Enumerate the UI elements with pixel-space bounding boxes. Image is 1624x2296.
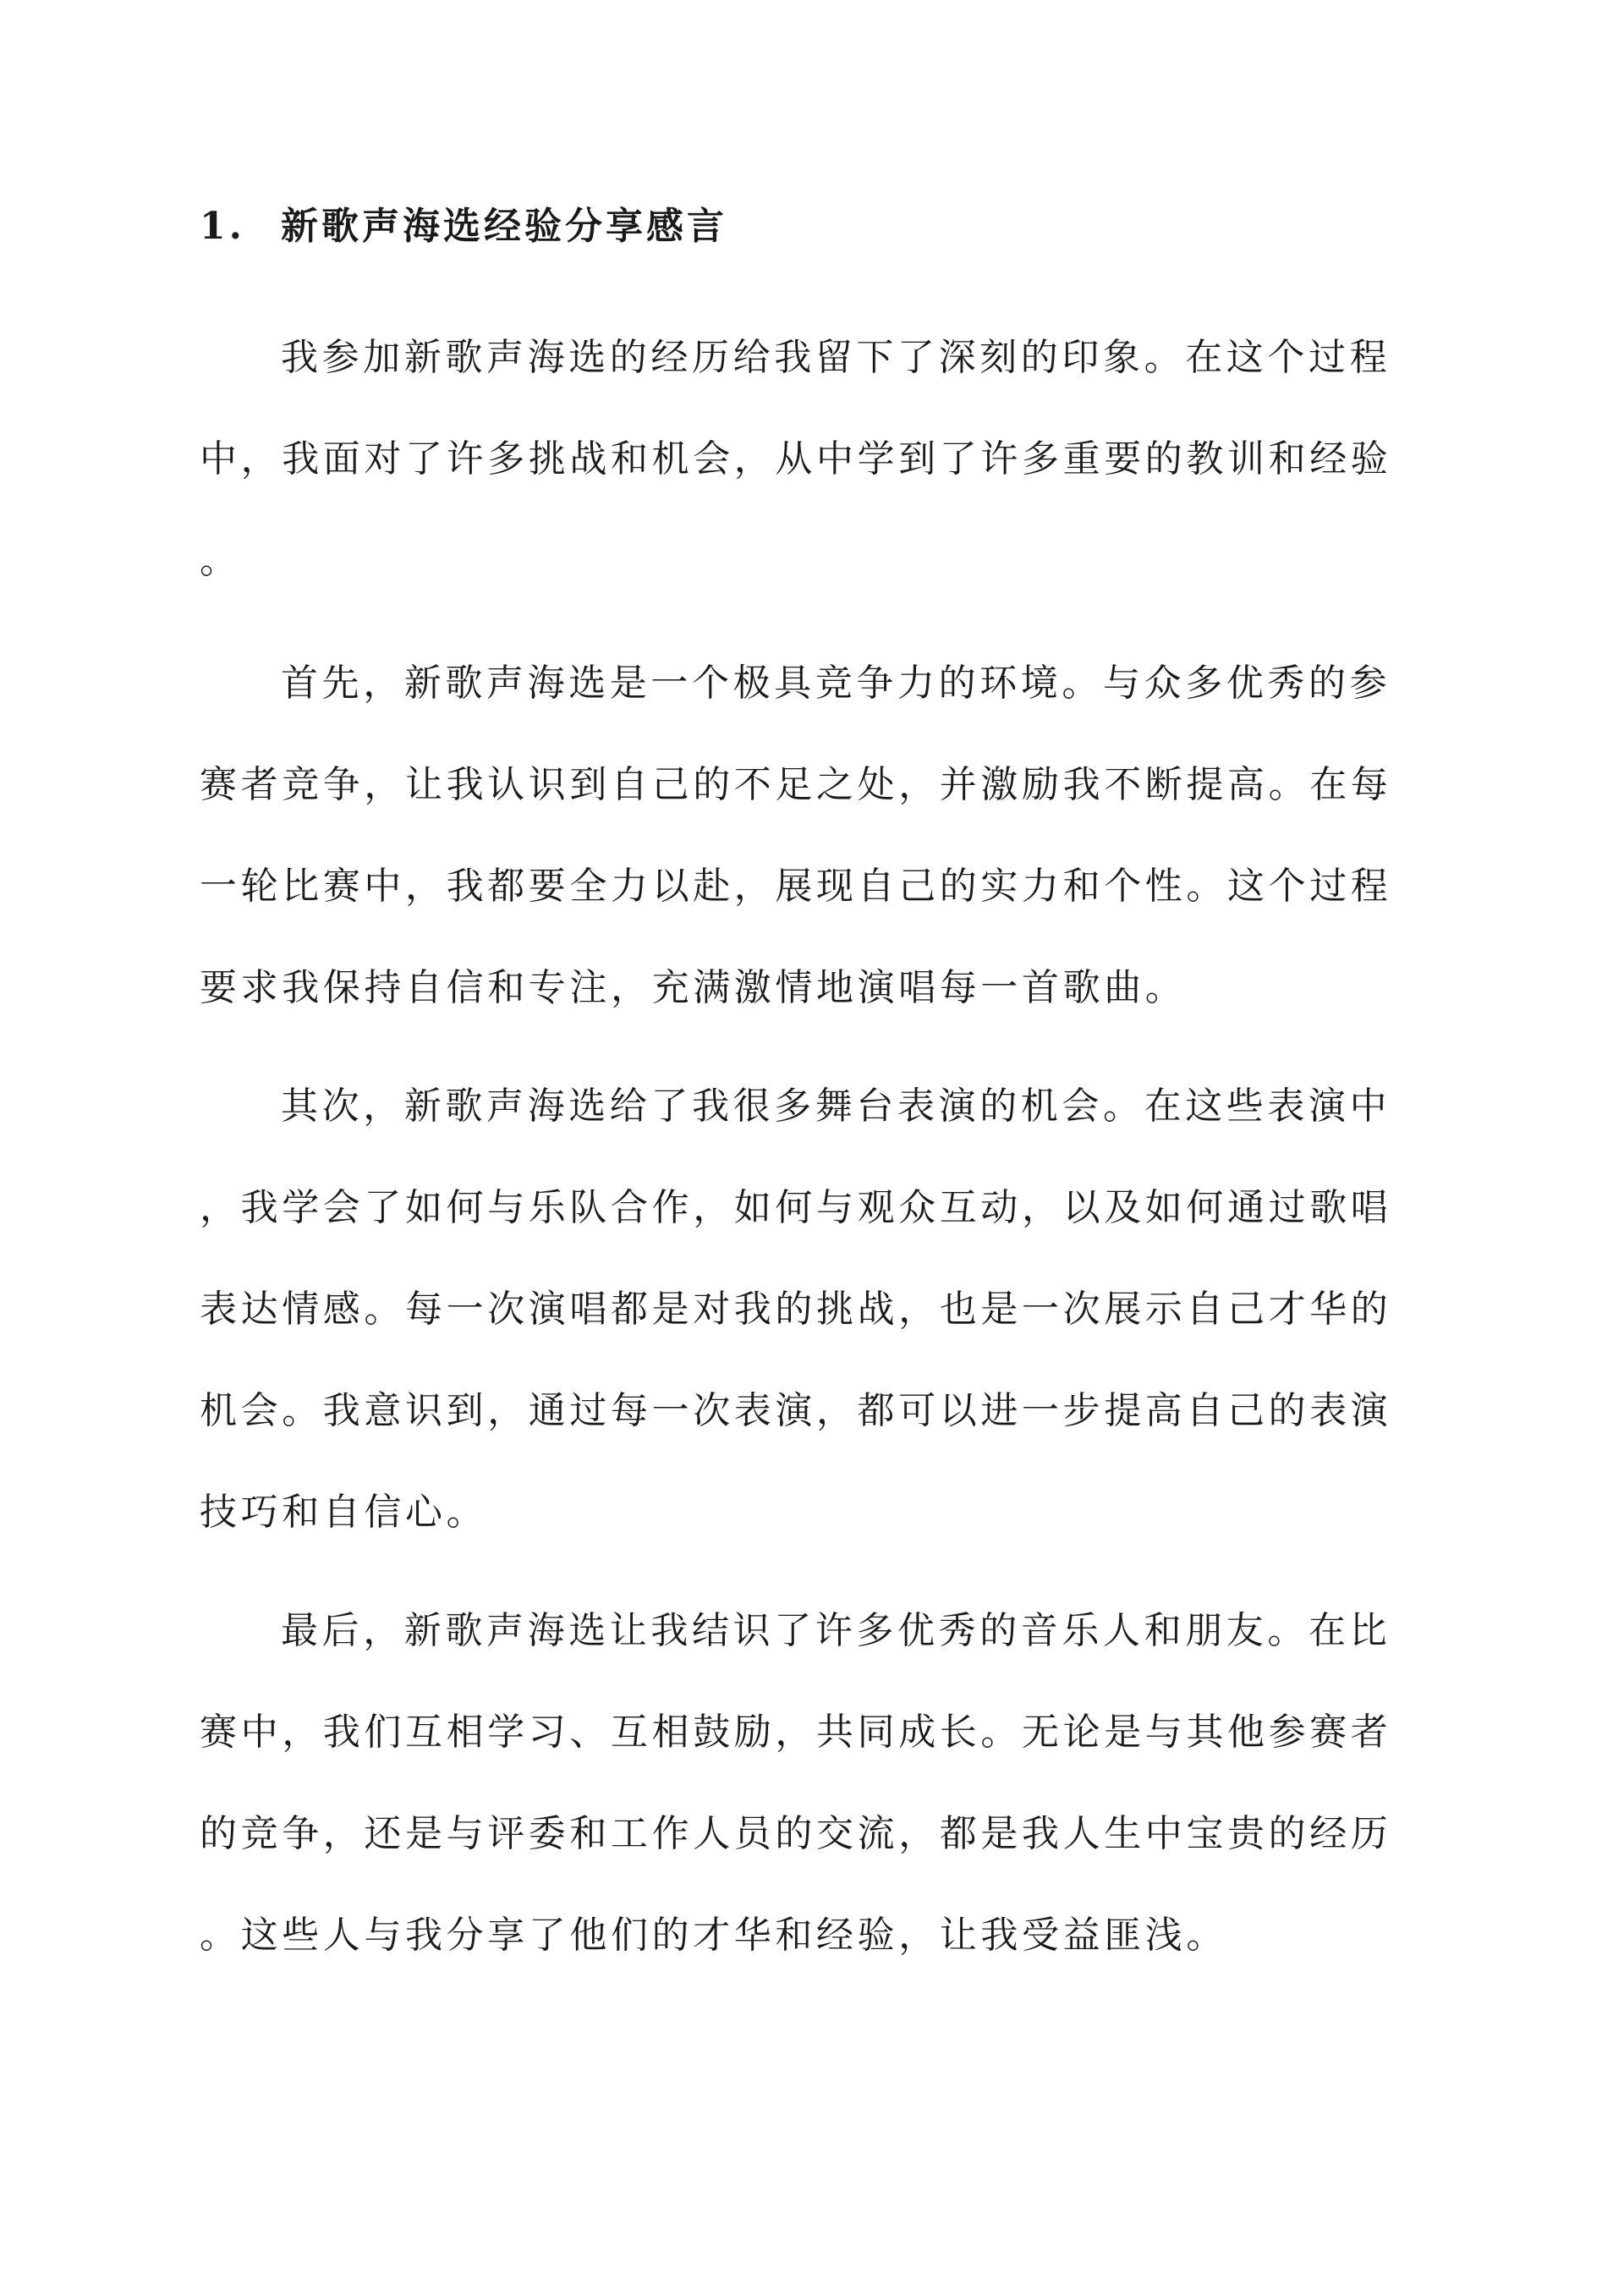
paragraph-2-line-4: 要求我保持自信和专注，充满激情地演唱每一首歌曲。 [200,966,1187,1009]
section-heading [200,193,727,261]
paragraph-1-line-1: 我参加新歌声海选的经历给我留下了深刻的印象。在这个过程 [281,336,1391,379]
paragraph-4-line-2: 赛中，我们互相学习、互相鼓励，共同成长。无论是与其他参赛者 [200,1711,1392,1754]
paragraph-2-line-1: 首先，新歌声海选是一个极具竞争力的环境。与众多优秀的参 [281,662,1391,705]
paragraph-2-line-2: 赛者竞争，让我认识到自己的不足之处，并激励我不断提高。在每 [200,763,1392,806]
paragraph-3-line-3: 表达情感。每一次演唱都是对我的挑战，也是一次展示自己才华的 [200,1288,1392,1331]
paragraph-1-line-3: 。 [200,539,241,582]
paragraph-3-line-5: 技巧和自信心。 [200,1491,488,1534]
paragraph-4-line-3: 的竞争，还是与评委和工作人员的交流，都是我人生中宝贵的经历 [200,1812,1392,1855]
paragraph-2-line-3: 一轮比赛中，我都要全力以赴，展现自己的实力和个性。这个过程 [200,865,1392,908]
paragraph-3-line-4: 机会。我意识到，通过每一次表演，都可以进一步提高自己的表演 [200,1389,1392,1432]
paragraph-1-line-2: 中，我面对了许多挑战和机会，从中学到了许多重要的教训和经验 [200,437,1392,481]
heading-number: 1. [200,205,245,248]
paragraph-3-line-2: ，我学会了如何与乐队合作，如何与观众互动，以及如何通过歌唱 [200,1186,1392,1229]
paragraph-3-line-1: 其次，新歌声海选给了我很多舞台表演的机会。在这些表演中 [281,1085,1391,1128]
paragraph-4-line-4: 。这些人与我分享了他们的才华和经验，让我受益匪浅。 [200,1914,1227,1957]
paragraph-4-line-1: 最后，新歌声海选让我结识了许多优秀的音乐人和朋友。在比 [281,1609,1391,1652]
heading-title: 新歌声海选经验分享感言 [281,205,727,248]
